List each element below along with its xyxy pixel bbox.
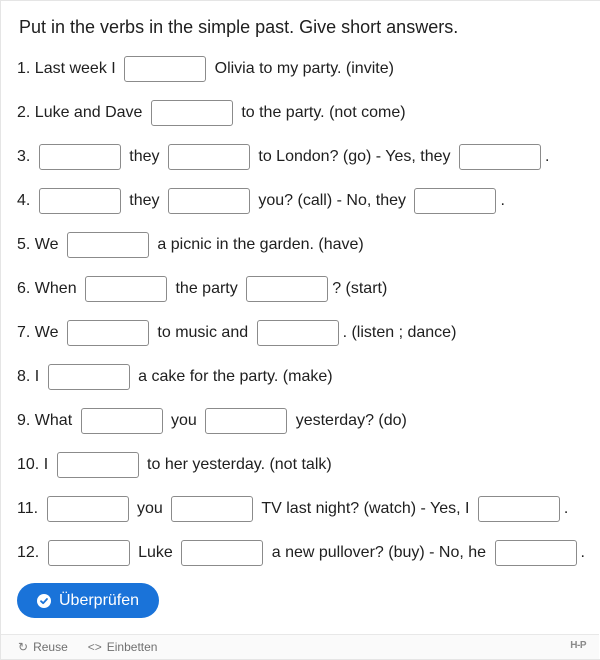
answer-blank-input[interactable] bbox=[478, 496, 560, 522]
question-row bbox=[17, 188, 505, 214]
answer-blank-input[interactable] bbox=[168, 144, 250, 170]
question-text: TV last night? (watch) - Yes, I bbox=[257, 500, 474, 517]
question-text: a new pullover? (buy) - No, he bbox=[267, 544, 491, 561]
question-text: yesterday? (do) bbox=[291, 412, 407, 429]
question-row bbox=[17, 56, 394, 82]
question-row bbox=[17, 408, 407, 434]
question-text: a cake for the party. (make) bbox=[133, 368, 333, 385]
question-text: 6. When bbox=[17, 280, 82, 297]
embed-link[interactable] bbox=[88, 640, 158, 654]
question-text: a picnic in the garden. (have) bbox=[152, 236, 364, 253]
question-text: 4. bbox=[17, 192, 35, 209]
question-text: ? (start) bbox=[332, 280, 388, 297]
h5p-logo: H-P bbox=[570, 640, 586, 651]
answer-blank-input[interactable] bbox=[257, 320, 339, 346]
question-text: . bbox=[544, 148, 550, 165]
question-text: they bbox=[124, 148, 164, 165]
answer-blank-input[interactable] bbox=[124, 56, 206, 82]
answer-blank-input[interactable] bbox=[57, 452, 139, 478]
answer-blank-input[interactable] bbox=[47, 496, 129, 522]
question-text: 5. We bbox=[17, 236, 63, 253]
question-row bbox=[17, 276, 387, 302]
question-text: 3. bbox=[17, 148, 35, 165]
answer-blank-input[interactable] bbox=[39, 144, 121, 170]
reuse-label: Reuse bbox=[33, 640, 68, 654]
question-row bbox=[17, 144, 549, 170]
question-row bbox=[17, 232, 364, 258]
answer-blank-input[interactable] bbox=[81, 408, 163, 434]
question-text: you bbox=[166, 412, 202, 429]
question-row bbox=[17, 320, 456, 346]
embed-label: Einbetten bbox=[106, 640, 158, 654]
answer-blank-input[interactable] bbox=[205, 408, 287, 434]
check-button-label: Überprüfen bbox=[59, 591, 140, 609]
question-text: 7. We bbox=[17, 324, 63, 341]
code-icon: <> bbox=[87, 640, 102, 654]
instruction-text: Put in the verbs in the simple past. Give short answers. bbox=[19, 17, 459, 37]
check-button[interactable] bbox=[17, 583, 159, 618]
question-text: to the party. (not come) bbox=[236, 104, 406, 121]
answer-blank-input[interactable] bbox=[85, 276, 167, 302]
answer-blank-input[interactable] bbox=[151, 100, 233, 126]
question-row bbox=[17, 100, 406, 126]
footer-bar bbox=[1, 634, 599, 659]
question-row bbox=[17, 364, 333, 390]
question-text: Olivia to my party. (invite) bbox=[210, 60, 394, 77]
question-text: 12. bbox=[17, 544, 44, 561]
reuse-link[interactable] bbox=[18, 640, 68, 654]
answer-blank-input[interactable] bbox=[67, 232, 149, 258]
check-circle-icon bbox=[37, 594, 51, 608]
question-text: you bbox=[132, 500, 168, 517]
question-text: the party bbox=[171, 280, 243, 297]
answer-blank-input[interactable] bbox=[181, 540, 263, 566]
question-text: they bbox=[124, 192, 164, 209]
question-text: 1. Last week I bbox=[17, 60, 121, 77]
reuse-icon: ↻ bbox=[18, 640, 29, 654]
question-text: you? (call) - No, they bbox=[253, 192, 411, 209]
answer-blank-input[interactable] bbox=[246, 276, 328, 302]
answer-blank-input[interactable] bbox=[459, 144, 541, 170]
question-text: to music and bbox=[152, 324, 253, 341]
question-text: 2. Luke and Dave bbox=[17, 104, 147, 121]
answer-blank-input[interactable] bbox=[67, 320, 149, 346]
question-text: to her yesterday. (not talk) bbox=[142, 456, 332, 473]
question-text: . bbox=[580, 544, 585, 561]
answer-blank-input[interactable] bbox=[495, 540, 577, 566]
question-text: 8. I bbox=[17, 368, 44, 385]
question-row bbox=[17, 540, 585, 566]
question-text: 11. bbox=[17, 500, 43, 517]
answer-blank-input[interactable] bbox=[48, 364, 130, 390]
answer-blank-input[interactable] bbox=[168, 188, 250, 214]
question-text: . (listen ; dance) bbox=[342, 324, 457, 341]
answer-blank-input[interactable] bbox=[48, 540, 130, 566]
question-text: . bbox=[563, 500, 569, 517]
answer-blank-input[interactable] bbox=[414, 188, 496, 214]
question-text: 10. I bbox=[17, 456, 53, 473]
question-row bbox=[17, 452, 332, 478]
question-text: . bbox=[500, 192, 505, 209]
answer-blank-input[interactable] bbox=[39, 188, 121, 214]
question-row bbox=[17, 496, 568, 522]
answer-blank-input[interactable] bbox=[171, 496, 253, 522]
question-text: 9. What bbox=[17, 412, 77, 429]
question-text: to London? (go) - Yes, they bbox=[253, 148, 455, 165]
question-text: Luke bbox=[133, 544, 178, 561]
